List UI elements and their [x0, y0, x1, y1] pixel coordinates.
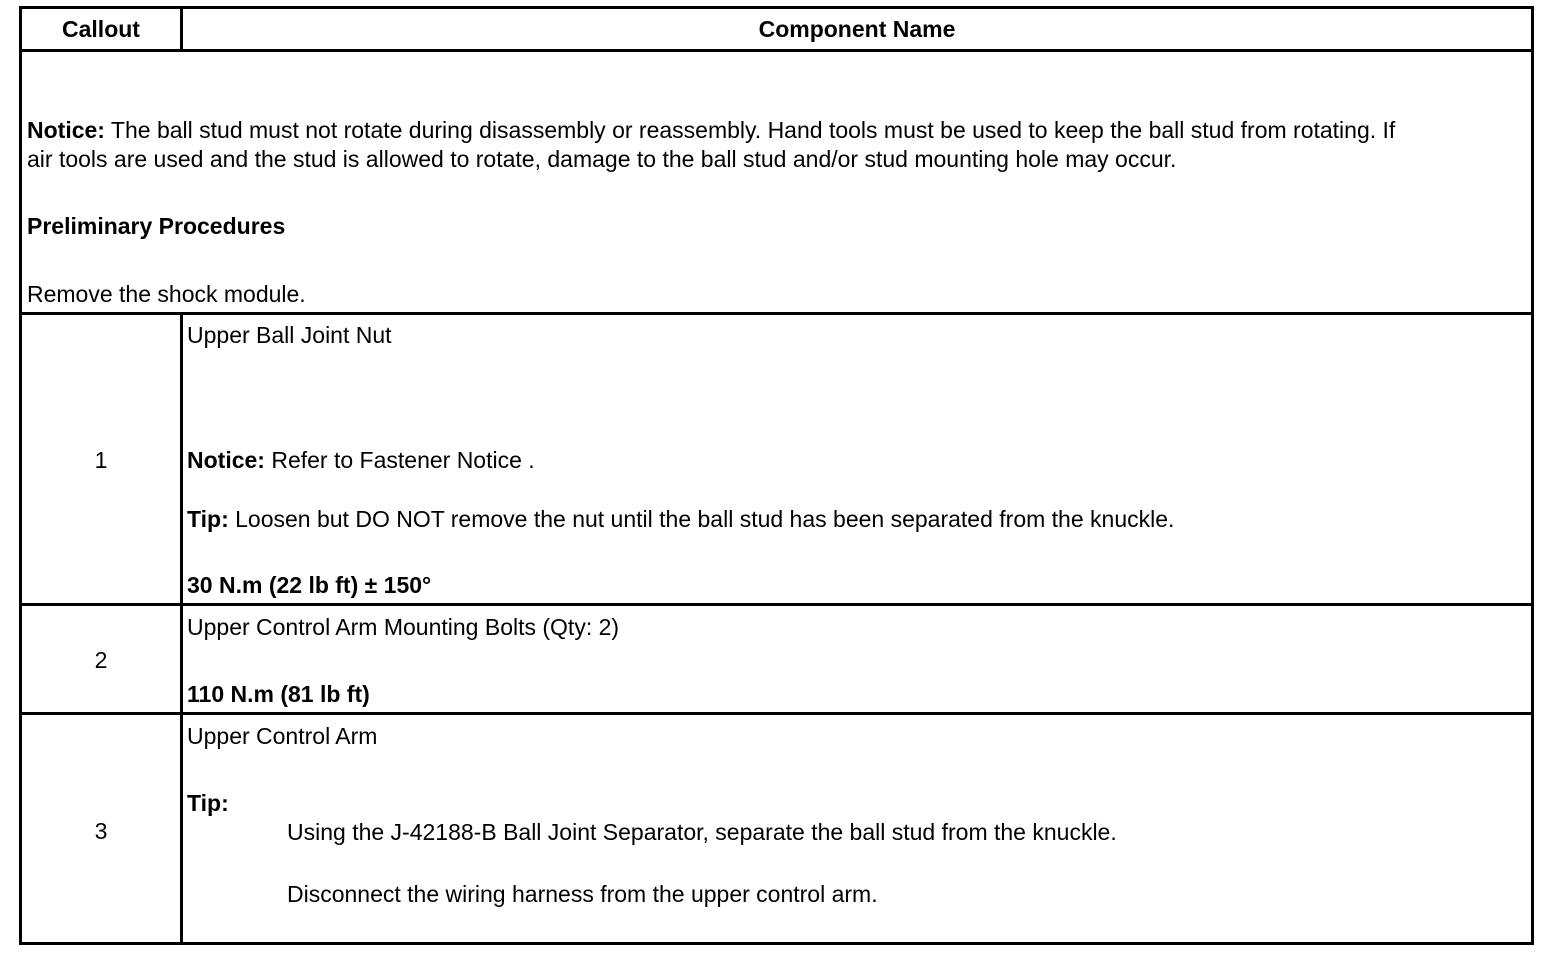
tip-line	[187, 505, 1174, 534]
notice-text: Refer to Fastener Notice .	[264, 447, 535, 473]
torque-spec: 110 N.m (81 lb ft)	[187, 681, 370, 707]
divider	[22, 603, 1531, 606]
component-name: Upper Ball Joint Nut	[187, 322, 392, 348]
divider	[22, 49, 1531, 52]
tip-item: Disconnect the wiring harness from the upper control arm.	[287, 881, 878, 907]
tip-label: Tip:	[187, 506, 229, 532]
callout-number: 3	[94, 818, 108, 844]
notice-continuation: air tools are used and the stud is allowed to rotate, damage to the ball stud and/or stud mounting hole may occur.	[27, 146, 1177, 172]
notice-label: Notice:	[187, 447, 265, 473]
notice-line	[187, 446, 535, 475]
notice-label: Notice:	[27, 117, 105, 143]
divider	[180, 9, 183, 52]
divider	[22, 712, 1531, 715]
notice-line	[27, 116, 1395, 145]
callout-number: 1	[94, 447, 108, 473]
torque-spec: 30 N.m (22 lb ft) ± 150°	[187, 572, 432, 598]
tip-text: Loosen but DO NOT remove the nut until the ball stud has been separated from the knuckle.	[228, 506, 1175, 532]
component-name: Upper Control Arm Mounting Bolts (Qty: 2)	[187, 614, 620, 640]
header-callout: Callout	[62, 16, 140, 42]
tip-item: Using the J-42188-B Ball Joint Separator, separate the ball stud from the knuckle.	[287, 819, 1117, 845]
header-component-name: Component Name	[758, 16, 956, 42]
preliminary-step: Remove the shock module.	[27, 281, 306, 307]
divider	[22, 312, 1531, 315]
preliminary-heading: Preliminary Procedures	[27, 213, 286, 239]
component-name: Upper Control Arm	[187, 723, 378, 749]
divider	[180, 312, 183, 942]
notice-text: The ball stud must not rotate during disassembly or reassembly. Hand tools must be used to keep the ball stud from rotating. If	[104, 117, 1396, 143]
callout-number: 2	[94, 647, 108, 673]
procedure-table	[19, 6, 1534, 945]
tip-label: Tip:	[187, 790, 229, 816]
